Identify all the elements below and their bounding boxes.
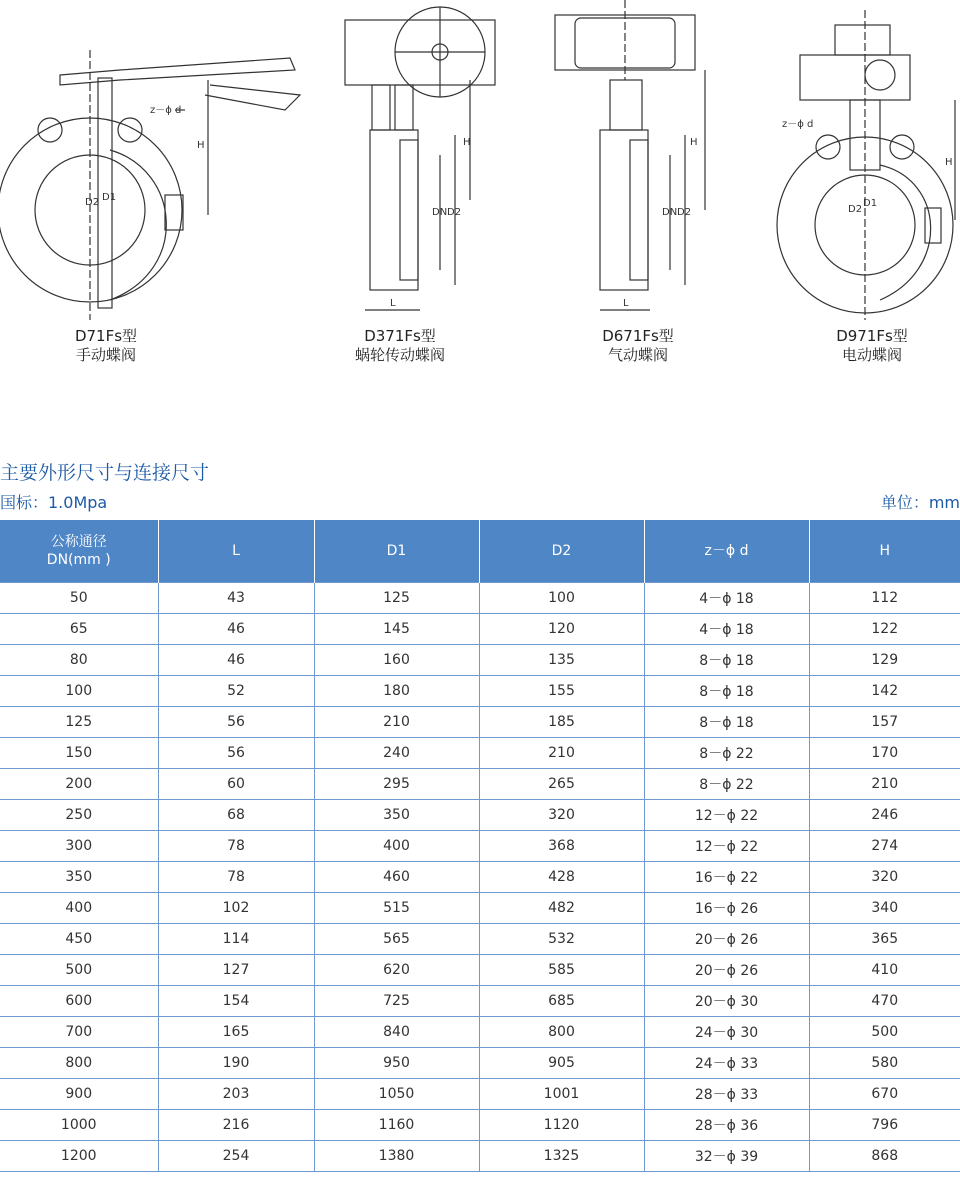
dimension-table — [0, 520, 960, 1172]
table-cell: 78 — [158, 831, 314, 862]
table-cell: 8－ϕ 18 — [644, 676, 809, 707]
table-cell: 368 — [479, 831, 644, 862]
label-d2-d671: D2 — [677, 207, 692, 218]
table-cell: 16－ϕ 22 — [644, 862, 809, 893]
caption-d971fs — [802, 327, 942, 365]
table-cell: 8－ϕ 22 — [644, 738, 809, 769]
table-row — [0, 1048, 960, 1079]
table-cell: 365 — [809, 924, 960, 955]
table-cell: 20－ϕ 26 — [644, 955, 809, 986]
table-cell: 210 — [479, 738, 644, 769]
table-cell: 16－ϕ 26 — [644, 893, 809, 924]
table-cell: 28－ϕ 36 — [644, 1110, 809, 1141]
table-cell: 112 — [809, 583, 960, 614]
table-cell: 43 — [158, 583, 314, 614]
caption-d71fs — [36, 327, 176, 365]
table-cell: 154 — [158, 986, 314, 1017]
table-cell: 1001 — [479, 1079, 644, 1110]
table-row — [0, 769, 960, 800]
table-row — [0, 986, 960, 1017]
table-cell: 125 — [314, 583, 479, 614]
table-cell: 210 — [314, 707, 479, 738]
table-cell: 142 — [809, 676, 960, 707]
table-row — [0, 707, 960, 738]
table-cell: 240 — [314, 738, 479, 769]
table-row — [0, 1017, 960, 1048]
table-cell: 8－ϕ 22 — [644, 769, 809, 800]
table-cell: 246 — [809, 800, 960, 831]
label-d1-d71: D1 — [102, 192, 117, 203]
table-cell: 905 — [479, 1048, 644, 1079]
table-cell: 216 — [158, 1110, 314, 1141]
column-header: L — [158, 520, 314, 583]
table-cell: 800 — [479, 1017, 644, 1048]
drawing-d71fs — [0, 50, 300, 320]
table-cell: 295 — [314, 769, 479, 800]
table-cell: 600 — [0, 986, 158, 1017]
table-row — [0, 676, 960, 707]
table-cell: 900 — [0, 1079, 158, 1110]
table-row — [0, 1141, 960, 1172]
table-cell: 155 — [479, 676, 644, 707]
table-cell: 52 — [158, 676, 314, 707]
table-cell: 1000 — [0, 1110, 158, 1141]
table-cell: 670 — [809, 1079, 960, 1110]
table-cell: 450 — [0, 924, 158, 955]
table-body — [0, 583, 960, 1172]
table-cell: 300 — [0, 831, 158, 862]
table-cell: 127 — [158, 955, 314, 986]
table-cell: 532 — [479, 924, 644, 955]
table-cell: 78 — [158, 862, 314, 893]
table-cell: 1050 — [314, 1079, 479, 1110]
table-cell: 190 — [158, 1048, 314, 1079]
table-cell: 482 — [479, 893, 644, 924]
table-cell: 620 — [314, 955, 479, 986]
table-cell: 565 — [314, 924, 479, 955]
technical-drawings-svg — [0, 0, 960, 330]
table-cell: 428 — [479, 862, 644, 893]
table-cell: 350 — [314, 800, 479, 831]
table-cell: 340 — [809, 893, 960, 924]
table-row — [0, 1079, 960, 1110]
label-dn-d371: DN — [432, 207, 448, 218]
label-h-d971: H — [945, 157, 953, 168]
unit-label: 单位：mm — [880, 493, 960, 512]
table-cell: 320 — [479, 800, 644, 831]
table-cell: 470 — [809, 986, 960, 1017]
table-cell: 24－ϕ 33 — [644, 1048, 809, 1079]
table-row — [0, 831, 960, 862]
table-cell: 200 — [0, 769, 158, 800]
table-cell: 868 — [809, 1141, 960, 1172]
pressure-standard: 国标：1.0Mpa — [0, 493, 108, 512]
table-cell: 46 — [158, 645, 314, 676]
caption-desc: 电动蝶阀 — [841, 346, 902, 364]
table-row — [0, 955, 960, 986]
table-cell: 165 — [158, 1017, 314, 1048]
table-cell: 350 — [0, 862, 158, 893]
table-cell: 265 — [479, 769, 644, 800]
table-cell: 210 — [809, 769, 960, 800]
drawing-d971fs — [777, 10, 955, 320]
table-cell: 725 — [314, 986, 479, 1017]
table-cell: 500 — [809, 1017, 960, 1048]
caption-model: D671Fs型 — [602, 327, 674, 345]
table-cell: 500 — [0, 955, 158, 986]
column-header: H — [809, 520, 960, 583]
table-cell: 585 — [479, 955, 644, 986]
table-row — [0, 614, 960, 645]
table-cell: 1120 — [479, 1110, 644, 1141]
table-cell: 400 — [0, 893, 158, 924]
table-cell: 50 — [0, 583, 158, 614]
table-row — [0, 862, 960, 893]
table-cell: 150 — [0, 738, 158, 769]
table-row — [0, 924, 960, 955]
column-header: D2 — [479, 520, 644, 583]
label-d2-d371: D2 — [447, 207, 462, 218]
table-cell: 12－ϕ 22 — [644, 831, 809, 862]
table-cell: 20－ϕ 26 — [644, 924, 809, 955]
label-zd-d971: z－ϕ d — [782, 119, 814, 130]
table-cell: 122 — [809, 614, 960, 645]
table-cell: 254 — [158, 1141, 314, 1172]
section-title: 主要外形尺寸与连接尺寸 — [0, 462, 210, 484]
table-cell: 56 — [158, 738, 314, 769]
table-cell: 460 — [314, 862, 479, 893]
table-row — [0, 645, 960, 676]
table-cell: 157 — [809, 707, 960, 738]
table-cell: 950 — [314, 1048, 479, 1079]
table-row — [0, 800, 960, 831]
table-cell: 800 — [0, 1048, 158, 1079]
table-cell: 4－ϕ 18 — [644, 614, 809, 645]
table-cell: 32－ϕ 39 — [644, 1141, 809, 1172]
valve-drawings — [0, 0, 960, 380]
table-cell: 160 — [314, 645, 479, 676]
table-cell: 46 — [158, 614, 314, 645]
table-cell: 100 — [479, 583, 644, 614]
caption-desc: 蜗轮传动蝶阀 — [354, 346, 445, 364]
table-cell: 4－ϕ 18 — [644, 583, 809, 614]
table-cell: 12－ϕ 22 — [644, 800, 809, 831]
table-cell: 685 — [479, 986, 644, 1017]
table-cell: 180 — [314, 676, 479, 707]
label-h-d71: H — [197, 140, 205, 151]
table-cell: 796 — [809, 1110, 960, 1141]
table-cell: 28－ϕ 33 — [644, 1079, 809, 1110]
label-dn-d671: DN — [662, 207, 678, 218]
table-cell: 840 — [314, 1017, 479, 1048]
label-zd-d71: z－ϕ d — [150, 105, 182, 116]
table-cell: 170 — [809, 738, 960, 769]
label-l-d371: L — [390, 298, 396, 309]
table-cell: 515 — [314, 893, 479, 924]
table-cell: 120 — [479, 614, 644, 645]
label-l-d671: L — [623, 298, 629, 309]
label-d2-d71: D2 — [85, 197, 100, 208]
table-cell: 145 — [314, 614, 479, 645]
table-row — [0, 1110, 960, 1141]
table-cell: 274 — [809, 831, 960, 862]
table-cell: 56 — [158, 707, 314, 738]
table-cell: 68 — [158, 800, 314, 831]
table-cell: 700 — [0, 1017, 158, 1048]
table-cell: 410 — [809, 955, 960, 986]
table-cell: 1380 — [314, 1141, 479, 1172]
table-row — [0, 738, 960, 769]
table-cell: 102 — [158, 893, 314, 924]
caption-model: D371Fs型 — [364, 327, 436, 345]
table-cell: 20－ϕ 30 — [644, 986, 809, 1017]
drawing-d371fs — [345, 7, 495, 310]
table-cell: 1200 — [0, 1141, 158, 1172]
caption-model: D71Fs型 — [74, 327, 138, 345]
table-row — [0, 583, 960, 614]
caption-model: D971Fs型 — [836, 327, 908, 345]
caption-desc: 手动蝶阀 — [75, 346, 136, 364]
table-cell: 185 — [479, 707, 644, 738]
column-header: z－ϕ d — [644, 520, 809, 583]
table-cell: 60 — [158, 769, 314, 800]
table-cell: 1325 — [479, 1141, 644, 1172]
table-header — [0, 520, 960, 583]
table-cell: 400 — [314, 831, 479, 862]
table-cell: 203 — [158, 1079, 314, 1110]
table-cell: 8－ϕ 18 — [644, 645, 809, 676]
column-header: D1 — [314, 520, 479, 583]
table-cell: 65 — [0, 614, 158, 645]
label-d1-d971: D1 — [863, 198, 878, 209]
caption-d671fs — [568, 327, 708, 365]
label-h-d671: H — [690, 137, 698, 148]
caption-d371fs — [330, 327, 470, 365]
table-cell: 129 — [809, 645, 960, 676]
table-cell: 114 — [158, 924, 314, 955]
table-cell: 24－ϕ 30 — [644, 1017, 809, 1048]
table-cell: 580 — [809, 1048, 960, 1079]
table-cell: 135 — [479, 645, 644, 676]
table-cell: 1160 — [314, 1110, 479, 1141]
column-header: 公称通径 DN(mm ) — [0, 520, 158, 583]
table-cell: 320 — [809, 862, 960, 893]
table-cell: 250 — [0, 800, 158, 831]
table-cell: 8－ϕ 18 — [644, 707, 809, 738]
table-cell: 80 — [0, 645, 158, 676]
caption-desc: 气动蝶阀 — [607, 346, 668, 364]
table-cell: 125 — [0, 707, 158, 738]
table-cell: 100 — [0, 676, 158, 707]
label-h-d371: H — [463, 137, 471, 148]
table-row — [0, 893, 960, 924]
drawing-d671fs — [555, 0, 705, 310]
label-d2-d971: D2 — [848, 204, 863, 215]
